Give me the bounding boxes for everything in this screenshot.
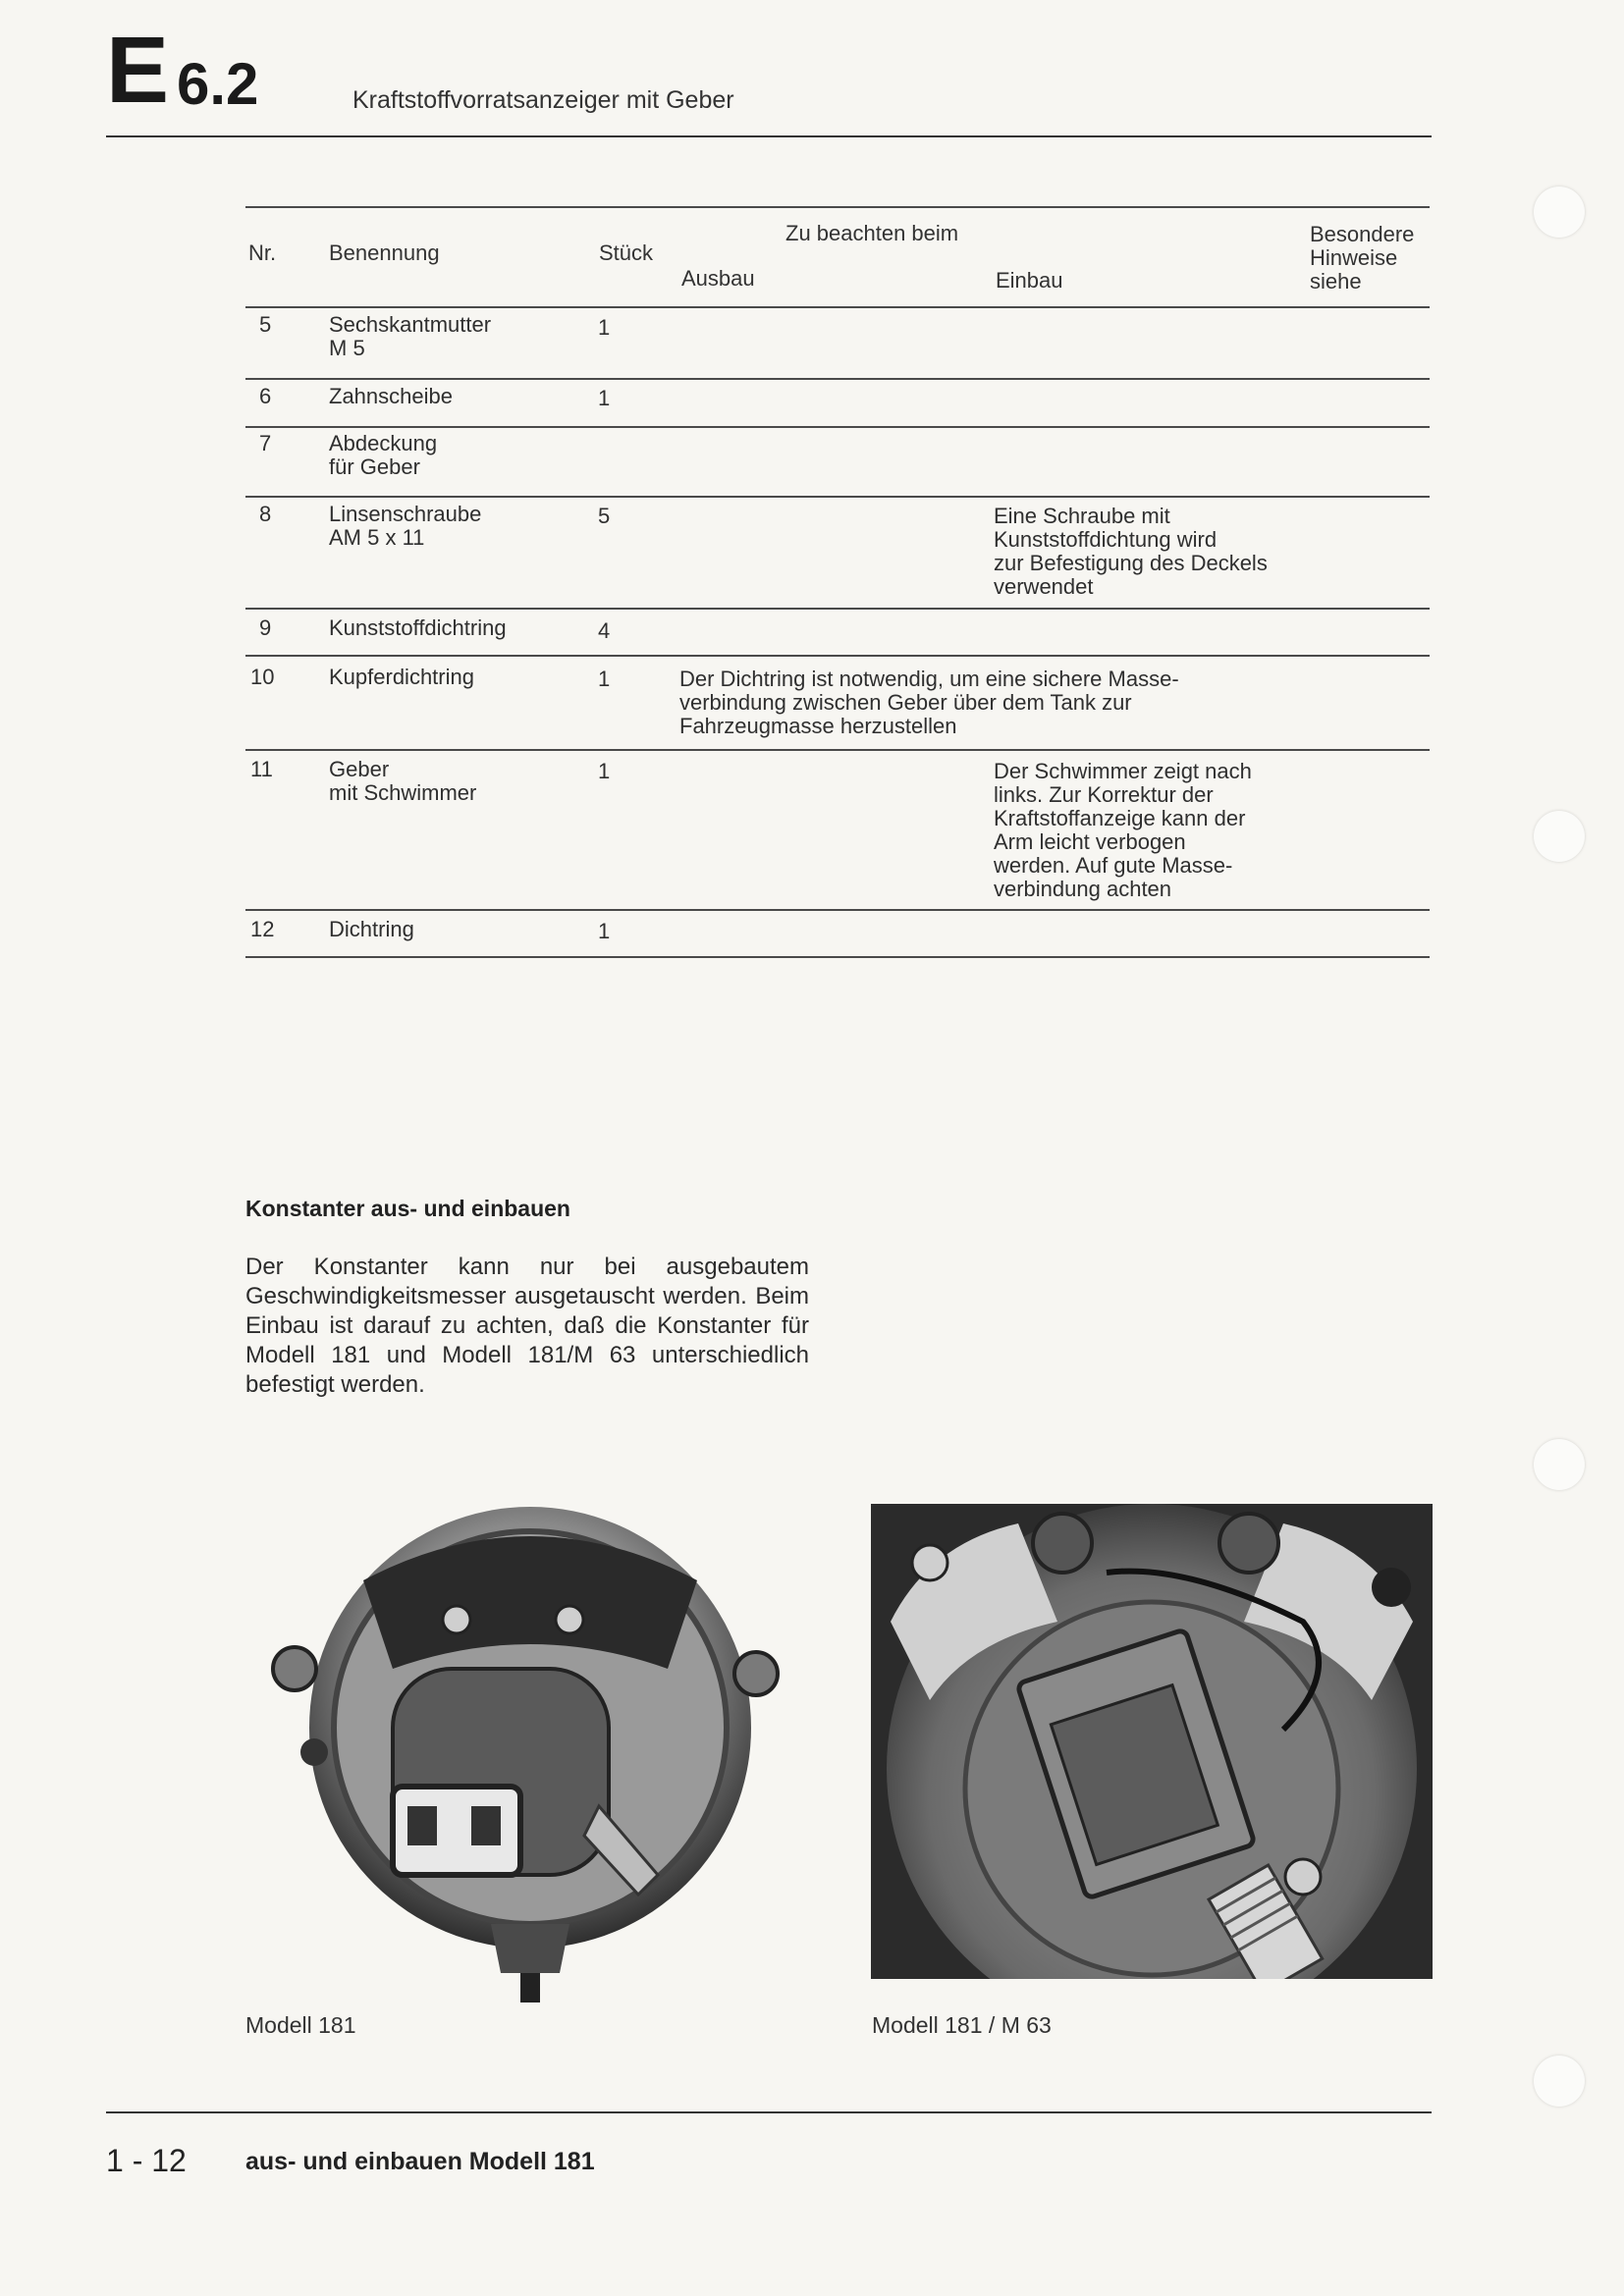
photo-caption-right: Modell 181 / M 63 — [872, 2012, 1052, 2038]
page-title: Kraftstoffvorratsanzeiger mit Geber — [352, 86, 734, 114]
row-einbau: Der Schwimmer zeigt nach links. Zur Korrektur der Kraftstoffanzeige kann der Arm leicht verbogen werden. Auf gute Masse- verbindung achten — [994, 759, 1252, 901]
punch-hole — [1534, 187, 1585, 238]
header-besondere: Besondere Hinweise siehe — [1310, 222, 1415, 294]
speedometer-photo-modell-181 — [245, 1502, 819, 2012]
header-einbau: Einbau — [996, 268, 1063, 293]
row-nr: 5 — [259, 312, 272, 337]
row-nr: 8 — [259, 502, 272, 526]
section-number: 6.2 — [177, 51, 259, 117]
table-rule — [245, 749, 1430, 751]
row-benennung: Dichtring — [329, 917, 414, 941]
section-letter: E — [106, 18, 170, 123]
row-nr: 11 — [250, 757, 273, 781]
row-stueck: 5 — [598, 504, 611, 528]
table-rule — [245, 909, 1430, 911]
table-rule — [245, 378, 1430, 380]
row-nr: 9 — [259, 615, 272, 640]
table-rule — [245, 496, 1430, 498]
page-number: 1 - 12 — [106, 2143, 187, 2178]
photo-caption-left: Modell 181 — [245, 2012, 356, 2038]
row-benennung: Kunststoffdichtring — [329, 615, 507, 640]
row-stueck: 1 — [598, 759, 611, 783]
header-zu-beachten: Zu beachten beim — [785, 221, 959, 245]
body-paragraph: Der Konstanter kann nur bei ausgebautem Geschwindigkeitsmesser ausgetauscht werden. Beim Einbau ist darauf zu achten, daß die Konstanter für Modell 181 und Modell 181/M 63 unterschiedlich befestigt werden. — [245, 1254, 809, 1398]
table-rule — [245, 956, 1430, 958]
row-benennung: Linsenschraube AM 5 x 11 — [329, 502, 482, 550]
row-nr: 12 — [250, 917, 275, 941]
row-einbau: Eine Schraube mit Kunststoffdichtung wird zur Befestigung des Deckels verwendet — [994, 504, 1268, 599]
table-rule — [245, 655, 1430, 657]
punch-hole — [1534, 1439, 1585, 1490]
row-benennung: Zahnscheibe — [329, 384, 453, 408]
table-rule — [245, 306, 1430, 308]
header-ausbau: Ausbau — [681, 266, 755, 291]
footer-text: aus- und einbauen Modell 181 — [245, 2148, 595, 2175]
row-ausbau: Der Dichtring ist notwendig, um eine sichere Masse- verbindung zwischen Geber über dem Tank zur Fahrzeugmasse herzustellen — [679, 667, 1179, 738]
header-benennung: Benennung — [329, 240, 440, 265]
row-stueck: 1 — [598, 386, 611, 410]
row-stueck: 1 — [598, 667, 611, 691]
table-rule — [245, 426, 1430, 428]
table-rule — [245, 206, 1430, 208]
row-stueck: 1 — [598, 315, 611, 340]
header-nr: Nr. — [248, 240, 277, 265]
row-stueck: 1 — [598, 919, 611, 943]
footer-rule — [106, 2111, 1432, 2113]
punch-hole — [1534, 2056, 1585, 2107]
punch-hole — [1534, 811, 1585, 862]
row-nr: 6 — [259, 384, 272, 408]
header-stueck: Stück — [599, 240, 654, 265]
row-benennung: Geber mit Schwimmer — [329, 757, 477, 805]
row-nr: 7 — [259, 431, 272, 455]
row-benennung: Abdeckung für Geber — [329, 431, 438, 479]
section-heading: Konstanter aus- und einbauen — [245, 1196, 570, 1221]
speedometer-photo-modell-181-m63 — [871, 1504, 1433, 1979]
row-benennung: Sechskantmutter M 5 — [329, 312, 492, 360]
row-stueck: 4 — [598, 618, 611, 643]
table-rule — [245, 608, 1430, 610]
row-benennung: Kupferdichtring — [329, 665, 474, 689]
header-rule — [106, 135, 1432, 137]
row-nr: 10 — [250, 665, 275, 689]
